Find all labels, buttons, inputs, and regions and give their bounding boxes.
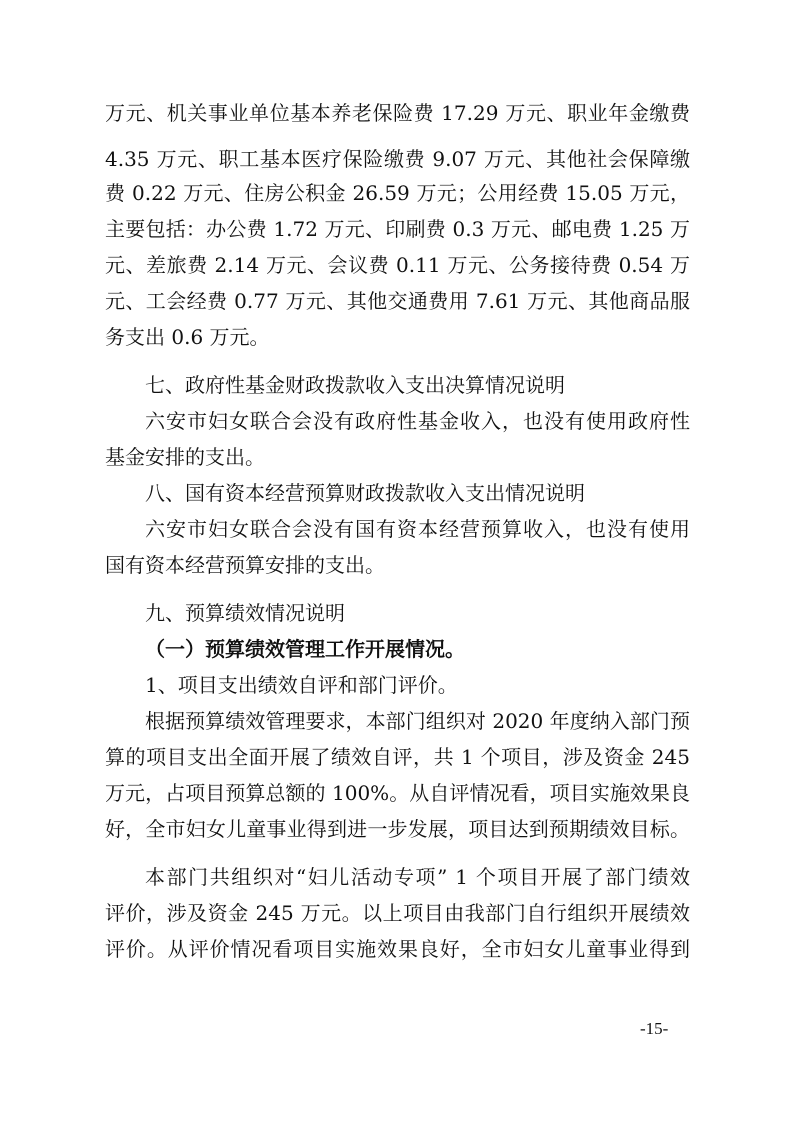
body-text-line: 六安市妇女联合会没有国有资本经营预算收入，也没有使用 <box>145 517 690 541</box>
section-heading-8: 八、国有资本经营预算财政拨款收入支出情况说明 <box>145 481 585 505</box>
subsection-item: 1、项目支出绩效自评和部门评价。 <box>145 673 458 697</box>
body-text-line: 元、工会经费 0.77 万元、其他交通费用 7.61 万元、其他商品服 <box>105 289 690 313</box>
body-text-line: 本部门共组织对“妇儿活动专项” 1 个项目开展了部门绩效 <box>145 865 690 889</box>
body-text-line: 万元、机关事业单位基本养老保险费 17.29 万元、职业年金缴费 <box>105 101 690 125</box>
section-heading-7: 七、政府性基金财政拨款收入支出决算情况说明 <box>145 373 565 397</box>
body-text-line: 评价，涉及资金 245 万元。以上项目由我部门自行组织开展绩效 <box>105 901 690 925</box>
body-text-line: 算的项目支出全面开展了绩效自评，共 1 个项目，涉及资金 245 <box>105 745 690 769</box>
body-text-line: 元、差旅费 2.14 万元、会议费 0.11 万元、公务接待费 0.54 万 <box>105 253 690 277</box>
body-text-line: 国有资本经营预算安排的支出。 <box>105 553 385 577</box>
body-text-line: 根据预算绩效管理要求，本部门组织对 2020 年度纳入部门预 <box>145 709 690 733</box>
body-text-line: 万元，占项目预算总额的 100%。从自评情况看，项目实施效果良 <box>105 781 690 805</box>
body-text-line: 好，全市妇女儿童事业得到进一步发展，项目达到预期绩效目标。 <box>105 817 690 841</box>
subsection-heading: （一）预算绩效管理工作开展情况。 <box>145 637 465 661</box>
body-text-line: 4.35 万元、职工基本医疗保险缴费 9.07 万元、其他社会保障缴 <box>105 147 690 171</box>
section-heading-9: 九、预算绩效情况说明 <box>145 601 345 625</box>
body-text-line: 六安市妇女联合会没有政府性基金收入，也没有使用政府性 <box>145 409 690 433</box>
page-number: -15- <box>640 1019 669 1038</box>
body-text-line: 务支出 0.6 万元。 <box>105 325 270 349</box>
body-text-line: 主要包括：办公费 1.72 万元、印刷费 0.3 万元、邮电费 1.25 万 <box>105 217 690 241</box>
body-text-line: 评价。从评价情况看项目实施效果良好，全市妇女儿童事业得到 <box>105 937 690 961</box>
body-text-line: 基金安排的支出。 <box>105 445 265 469</box>
body-text-line: 费 0.22 万元、住房公积金 26.59 万元；公用经费 15.05 万元， <box>105 181 690 205</box>
